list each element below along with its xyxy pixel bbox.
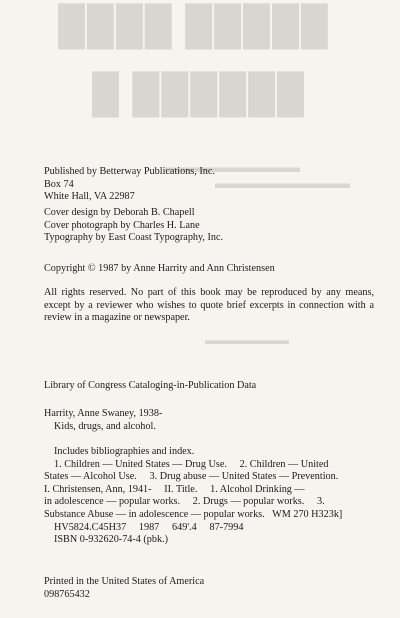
cip-heading-text: Library of Congress Cataloging-in-Publication Data (44, 380, 257, 391)
cip-subject-line: States — Alcohol Use. 3. Drug abuse — United States — Prevention. (44, 471, 339, 483)
publisher-box: Box 74 (44, 178, 74, 190)
cip-title: Kids, drugs, and alcohol. (54, 420, 156, 432)
cip-notes (44, 446, 342, 547)
cip-isbn: ISBN 0-932620-74-4 (pbk.) (54, 534, 169, 546)
publisher-name: Published by Betterway Publications, Inc. (44, 166, 215, 177)
publisher-block (44, 166, 215, 204)
copyright-text: Copyright © 1987 by Anne Harrity and Ann Christensen (44, 263, 275, 274)
cip-author: Harrity, Anne Swaney, 1938- (44, 408, 163, 419)
cip-heading (44, 380, 256, 393)
cover-design-credit: Cover design by Deborah B. Chapell (44, 207, 195, 218)
show-through-text: █ ██████ (92, 73, 306, 115)
typography-credit: Typography by East Coast Typography, Inc. (44, 232, 224, 244)
cip-subject-line: 1. Children — United States — Drug Use. 2. Children — United (54, 458, 329, 470)
show-through-text: ▬▬▬▬▬▬▬ (205, 333, 289, 347)
copyright-notice (44, 263, 275, 276)
cip-subject-line: in adolescence — popular works. 2. Drugs — popular works. 3. (44, 496, 325, 508)
rights-text: All rights reserved. No part of this book may be reproduced by any means, except by a reviewer who wishes to quote brief excerpts in connection with a review in a magazine or newspaper. (44, 287, 374, 324)
show-through-text: ▬▬▬▬▬▬▬▬▬ (165, 160, 300, 176)
cip-note: Includes bibliographies and index. (54, 446, 195, 457)
cover-photo-credit: Cover photograph by Charles H. Lane (44, 219, 200, 231)
printing-info (44, 576, 204, 601)
printed-in: Printed in the United States of America (44, 576, 205, 587)
rights-notice (44, 287, 374, 325)
print-line: 098765432 (44, 588, 90, 600)
show-through-text: ▬▬▬▬▬▬▬▬▬ (215, 176, 350, 192)
cip-subject-line: Substance Abuse — in adolescence — popular works. WM 270 H323k] (44, 508, 343, 520)
publisher-city: White Hall, VA 22987 (44, 191, 135, 203)
show-through-text: ████ █████ (58, 5, 330, 47)
cip-call-number: HV5824.C45H37 1987 649'.4 87-7994 (54, 521, 244, 533)
cip-subject-line: I. Christensen, Ann, 1941- II. Title. 1. Alcohol Drinking — (44, 483, 305, 495)
credits-block (44, 207, 223, 245)
cip-entry (44, 408, 162, 433)
